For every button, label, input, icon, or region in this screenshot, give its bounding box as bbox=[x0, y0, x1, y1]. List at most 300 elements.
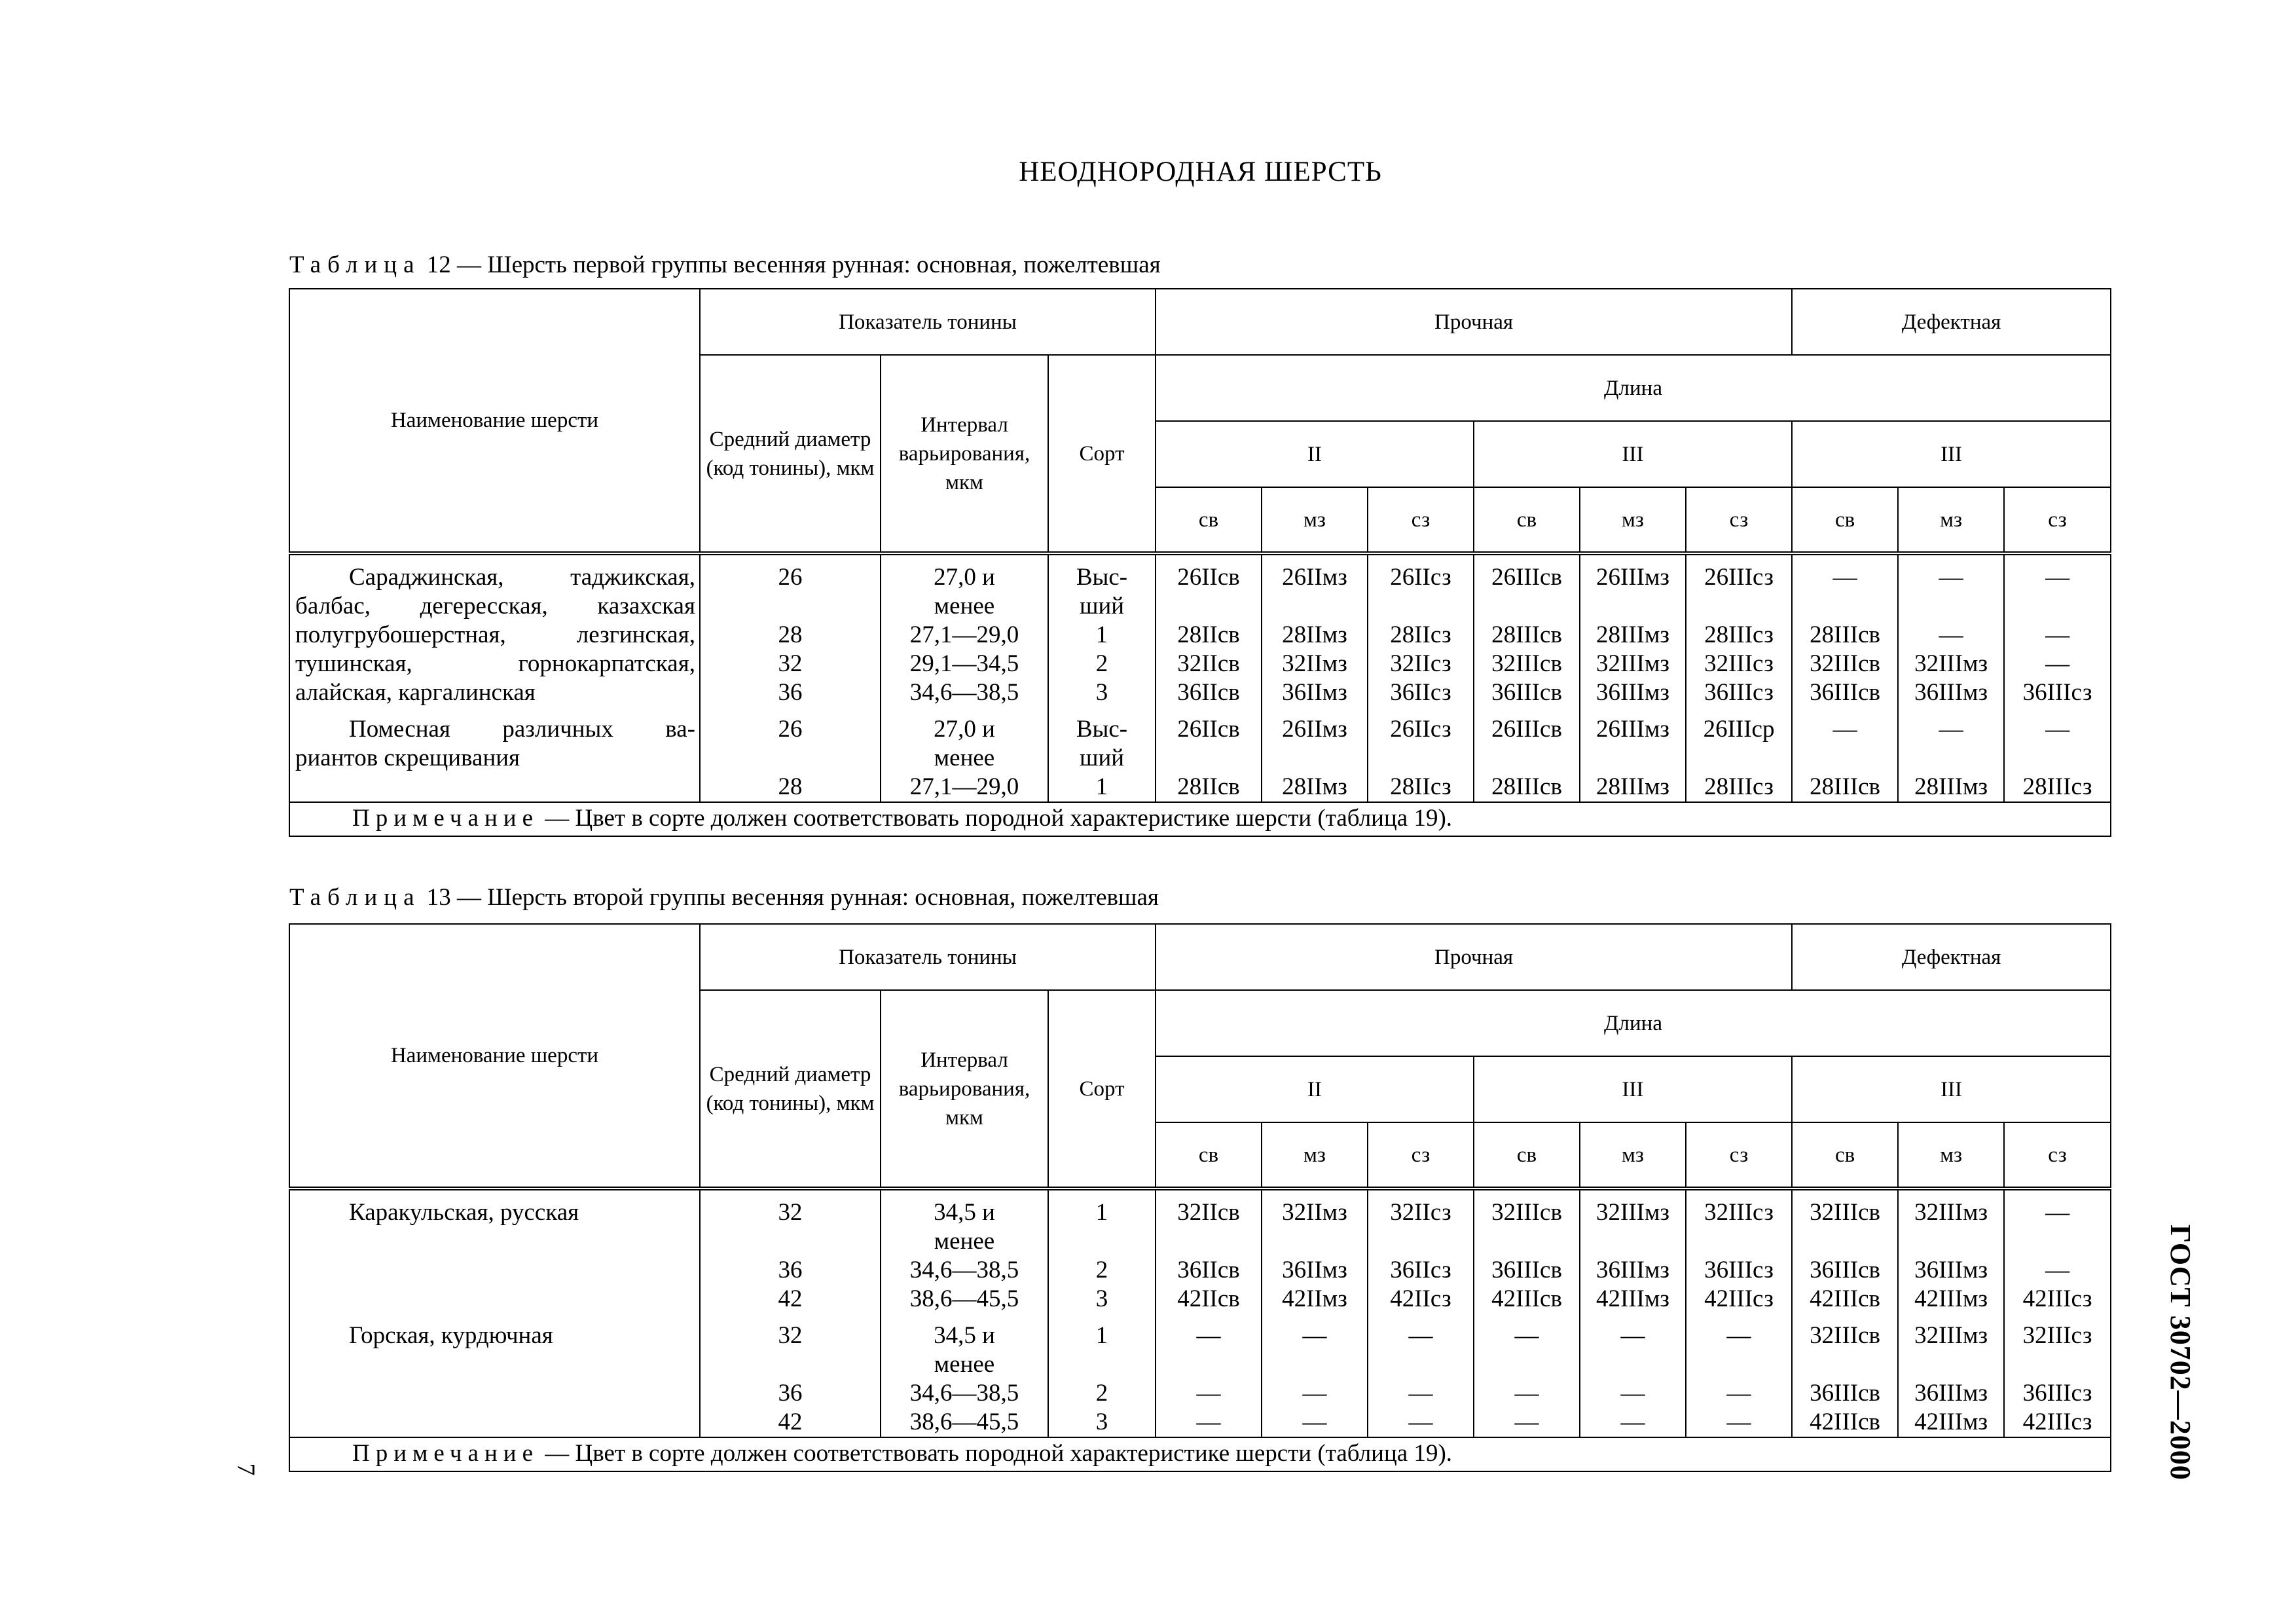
wool-class-cell bbox=[1262, 1314, 1368, 1437]
wool-class-cell bbox=[1474, 707, 1580, 802]
value: 3 bbox=[1095, 1285, 1108, 1312]
value: 26IIIсв bbox=[1491, 716, 1562, 743]
value bbox=[2010, 1227, 2105, 1256]
header-interval: Интервал варьирования, мкм bbox=[881, 355, 1048, 553]
value: 1 bbox=[1095, 621, 1108, 648]
value: 26IIсз bbox=[1390, 564, 1451, 591]
avg-diameter-cell bbox=[700, 553, 881, 707]
value: — bbox=[2045, 716, 2070, 743]
value: 32 bbox=[778, 1322, 803, 1349]
value: — bbox=[1939, 564, 1963, 591]
value: 28IIIсв bbox=[1491, 773, 1562, 800]
header-sub-sv: св bbox=[1792, 487, 1898, 553]
value: — bbox=[1408, 1322, 1433, 1349]
value: 28IIсз bbox=[1390, 773, 1451, 800]
wool-class-cell bbox=[1156, 1189, 1262, 1314]
value: — bbox=[1302, 1380, 1327, 1407]
value: 28IIIсз bbox=[1704, 773, 1774, 800]
value: 36IIIмз bbox=[1914, 1257, 1988, 1283]
value: 42IIIмз bbox=[1596, 1285, 1669, 1312]
value: — bbox=[1302, 1409, 1327, 1435]
header-interval: Интервал варьирования, мкм bbox=[881, 990, 1048, 1189]
value: 42IIIсв bbox=[1810, 1285, 1880, 1312]
value bbox=[1904, 1350, 1998, 1379]
wool-name-line: алайская, каргалинская bbox=[295, 679, 536, 706]
table12 bbox=[289, 288, 2111, 837]
header-defective: Дефектная bbox=[1792, 289, 2111, 355]
value bbox=[1374, 1227, 1468, 1256]
header-sub-mz: мз bbox=[1898, 1122, 2004, 1189]
wool-class-cell bbox=[1898, 553, 2004, 707]
value: 27,0 и bbox=[934, 564, 995, 591]
value: 32IIIмз bbox=[1914, 1322, 1988, 1349]
header-sub-sz: сз bbox=[1368, 1122, 1474, 1189]
avg-diameter-cell bbox=[700, 1314, 881, 1437]
value: 42 bbox=[778, 1409, 803, 1435]
header-sub-mz: мз bbox=[1580, 1122, 1686, 1189]
wool-name-line: риантов скрещивания bbox=[295, 745, 520, 771]
value: 32IIсз bbox=[1390, 1199, 1451, 1226]
avg-diameter-cell bbox=[700, 707, 881, 802]
value: 28IIмз bbox=[1282, 773, 1347, 800]
value: 36IIсв bbox=[1177, 679, 1240, 706]
value: 28IIсз bbox=[1390, 621, 1451, 648]
header-sub-sz: сз bbox=[1368, 487, 1474, 553]
value bbox=[1798, 744, 1892, 773]
value bbox=[706, 592, 875, 621]
value: 42IIсз bbox=[1390, 1285, 1451, 1312]
value: — bbox=[1832, 564, 1857, 591]
value: 26IIIмз bbox=[1596, 564, 1669, 591]
wool-name bbox=[289, 553, 700, 707]
wool-class-cell bbox=[1898, 707, 2004, 802]
value: 38,6—45,5 bbox=[909, 1285, 1019, 1312]
header-length-iii-defective: III bbox=[1792, 421, 2111, 487]
wool-class-cell bbox=[1580, 553, 1686, 707]
header-name: Наименование шерсти bbox=[289, 924, 700, 1189]
value: — bbox=[1620, 1380, 1645, 1407]
wool-name bbox=[289, 707, 700, 802]
value: менее bbox=[934, 593, 995, 619]
avg-diameter-cell bbox=[700, 1189, 881, 1314]
value bbox=[1267, 1350, 1362, 1379]
value: 36IIIмз bbox=[1596, 1257, 1669, 1283]
value: 32IIIсв bbox=[1491, 1199, 1562, 1226]
value: менее bbox=[934, 1351, 995, 1378]
wool-class-cell bbox=[1368, 1314, 1474, 1437]
value: 42IIмз bbox=[1282, 1285, 1347, 1312]
value bbox=[1161, 744, 1256, 773]
value: — bbox=[2045, 564, 2070, 591]
header-length-ii: II bbox=[1156, 421, 1474, 487]
wool-class-cell bbox=[1262, 707, 1368, 802]
note-text: — Цвет в сорте должен соответствовать породной характеристике шерсти (таблица 19). bbox=[545, 1440, 1453, 1467]
value: 36IIсз bbox=[1390, 679, 1451, 706]
value: 36IIIмз bbox=[1914, 1380, 1988, 1407]
header-fineness: Показатель тонины bbox=[700, 924, 1156, 990]
value: 32IIсз bbox=[1390, 650, 1451, 677]
value: 2 bbox=[1095, 1257, 1108, 1283]
value bbox=[1904, 1227, 1998, 1256]
value bbox=[1267, 744, 1362, 773]
header-length-iii: III bbox=[1474, 1056, 1792, 1122]
value: 26IIIсз bbox=[1704, 564, 1774, 591]
wool-name bbox=[289, 1189, 700, 1314]
grade-cell bbox=[1048, 1314, 1156, 1437]
value: 26IIIср bbox=[1703, 716, 1775, 743]
value: 42 bbox=[778, 1285, 803, 1312]
value: 42IIсв bbox=[1177, 1285, 1240, 1312]
value: 27,0 и bbox=[934, 716, 995, 743]
grade-cell bbox=[1048, 553, 1156, 707]
wool-class-cell bbox=[1792, 707, 1898, 802]
value: 36IIIмз bbox=[1596, 679, 1669, 706]
value: 28IIмз bbox=[1282, 621, 1347, 648]
header-sub-mz: мз bbox=[1898, 487, 2004, 553]
value: 1 bbox=[1095, 1199, 1108, 1226]
wool-class-cell bbox=[1474, 1314, 1580, 1437]
value bbox=[1161, 592, 1256, 621]
value bbox=[1904, 744, 1998, 773]
header-sub-sv: св bbox=[1156, 487, 1262, 553]
value: 26 bbox=[778, 564, 803, 591]
page-number: 7 bbox=[232, 1463, 260, 1476]
value: 32IIIсз bbox=[2022, 1322, 2092, 1349]
value: 36IIмз bbox=[1282, 679, 1347, 706]
wool-class-cell bbox=[1156, 707, 1262, 802]
interval-cell bbox=[881, 1314, 1048, 1437]
value: менее bbox=[934, 1228, 995, 1255]
header-length: Длина bbox=[1156, 355, 2111, 421]
header-grade: Сорт bbox=[1048, 355, 1156, 553]
header-strong: Прочная bbox=[1156, 924, 1792, 990]
value: 32IIIмз bbox=[1914, 650, 1988, 677]
wool-class-cell bbox=[1792, 1314, 1898, 1437]
wool-class-cell bbox=[1368, 707, 1474, 802]
value: 36IIIсз bbox=[2022, 679, 2092, 706]
wool-class-cell bbox=[1262, 553, 1368, 707]
value: 38,6—45,5 bbox=[909, 1409, 1019, 1435]
value: 32IIIсз bbox=[1704, 650, 1774, 677]
header-name: Наименование шерсти bbox=[289, 289, 700, 553]
value: 36IIIсв bbox=[1491, 679, 1562, 706]
value bbox=[1586, 1227, 1680, 1256]
wool-name-line: Каракульская, русская bbox=[349, 1199, 579, 1226]
header-sub-mz: мз bbox=[1262, 1122, 1368, 1189]
value bbox=[1692, 744, 1786, 773]
value: 36IIIсз bbox=[2022, 1380, 2092, 1407]
wool-class-cell bbox=[1792, 1189, 1898, 1314]
value bbox=[1054, 1227, 1150, 1256]
value: 42IIIмз bbox=[1914, 1285, 1988, 1312]
value: 34,5 и bbox=[934, 1199, 995, 1226]
header-length-iii-defective: III bbox=[1792, 1056, 2111, 1122]
value bbox=[1480, 1350, 1574, 1379]
value: — bbox=[2045, 1199, 2070, 1226]
value: 42IIIсв bbox=[1810, 1409, 1880, 1435]
value bbox=[706, 1227, 875, 1256]
value: — bbox=[1408, 1409, 1433, 1435]
value: 32IIIсв bbox=[1491, 650, 1562, 677]
value: 28IIIмз bbox=[1596, 773, 1669, 800]
value bbox=[1161, 1227, 1256, 1256]
wool-name-line: полугрубошерстная, лезгинская, bbox=[295, 621, 695, 648]
value: 36IIIсв bbox=[1810, 1380, 1880, 1407]
header-sub-mz: мз bbox=[1262, 487, 1368, 553]
value: 28 bbox=[778, 621, 803, 648]
side-header: ГОСТ 30702—2000 bbox=[2164, 1225, 2196, 1481]
value: 26IIмз bbox=[1282, 716, 1347, 743]
table12-caption bbox=[289, 251, 1161, 279]
value: — bbox=[1514, 1409, 1539, 1435]
value: 36IIIсв bbox=[1810, 1257, 1880, 1283]
value: — bbox=[1196, 1409, 1221, 1435]
wool-name-line: Горская, курдючная bbox=[349, 1322, 553, 1349]
table12-caption-prefix: Таблица bbox=[289, 251, 421, 278]
wool-class-cell bbox=[2004, 1189, 2111, 1314]
interval-cell bbox=[881, 1189, 1048, 1314]
header-sub-sv: св bbox=[1474, 487, 1580, 553]
value: 36IIIмз bbox=[1914, 679, 1988, 706]
header-sub-sz: сз bbox=[1686, 1122, 1792, 1189]
header-avg-diameter: Средний диаметр (код тонины), мкм bbox=[700, 355, 881, 553]
value bbox=[1798, 592, 1892, 621]
wool-name-line: Помесная различных ва- bbox=[349, 716, 695, 743]
table-note bbox=[289, 1437, 2111, 1471]
value: — bbox=[1726, 1322, 1751, 1349]
header-sub-sv: св bbox=[1792, 1122, 1898, 1189]
value: 28IIIсв bbox=[1810, 621, 1880, 648]
value: 3 bbox=[1095, 679, 1108, 706]
wool-class-cell bbox=[1686, 553, 1792, 707]
value: 34,6—38,5 bbox=[909, 1380, 1019, 1407]
value: 26IIIмз bbox=[1596, 716, 1669, 743]
value bbox=[2010, 744, 2105, 773]
value: — bbox=[1514, 1380, 1539, 1407]
value: 34,6—38,5 bbox=[909, 679, 1019, 706]
value: Выс- bbox=[1076, 564, 1128, 591]
value bbox=[706, 1350, 875, 1379]
value: 32IIIсв bbox=[1810, 1322, 1880, 1349]
value bbox=[1798, 1227, 1892, 1256]
value: 32 bbox=[778, 650, 803, 677]
value: — bbox=[2045, 1257, 2070, 1283]
value: 28IIIсз bbox=[1704, 621, 1774, 648]
header-sub-sz: сз bbox=[1686, 487, 1792, 553]
value: ший bbox=[1079, 593, 1125, 619]
value bbox=[1798, 1350, 1892, 1379]
header-sub-sv: св bbox=[1474, 1122, 1580, 1189]
value: — bbox=[1939, 621, 1963, 648]
value: 27,1—29,0 bbox=[909, 621, 1019, 648]
value bbox=[1586, 592, 1680, 621]
page-title: НЕОДНОРОДНАЯ ШЕРСТЬ bbox=[1019, 157, 1382, 187]
value: — bbox=[1302, 1322, 1327, 1349]
wool-name-line: Сараджинская, таджикская, bbox=[349, 564, 695, 591]
note-text: — Цвет в сорте должен соответствовать породной характеристике шерсти (таблица 19). bbox=[545, 805, 1453, 832]
value bbox=[1267, 1227, 1362, 1256]
value bbox=[2010, 592, 2105, 621]
value: 36IIмз bbox=[1282, 1257, 1347, 1283]
value: 26IIсз bbox=[1390, 716, 1451, 743]
wool-class-cell bbox=[1156, 1314, 1262, 1437]
value bbox=[1480, 744, 1574, 773]
value: 36 bbox=[778, 679, 803, 706]
wool-class-cell bbox=[1474, 1189, 1580, 1314]
wool-name bbox=[289, 1314, 700, 1437]
value: 34,6—38,5 bbox=[909, 1257, 1019, 1283]
header-fineness: Показатель тонины bbox=[700, 289, 1156, 355]
table13-caption-text: 13 — Шерсть второй группы весенняя рунная: основная, пожелтевшая bbox=[426, 884, 1159, 911]
value: — bbox=[1832, 716, 1857, 743]
header-sub-mz: мз bbox=[1580, 487, 1686, 553]
value: 36 bbox=[778, 1257, 803, 1283]
value bbox=[1054, 1350, 1150, 1379]
wool-class-cell bbox=[1686, 1189, 1792, 1314]
note-prefix: Примечание bbox=[352, 805, 539, 832]
value: 36IIсз bbox=[1390, 1257, 1451, 1283]
value: 28 bbox=[778, 773, 803, 800]
value: 36IIIсв bbox=[1810, 679, 1880, 706]
value: 36IIIсз bbox=[1704, 1257, 1774, 1283]
value: 32IIсв bbox=[1177, 650, 1240, 677]
value: — bbox=[1726, 1380, 1751, 1407]
value: 28IIIмз bbox=[1596, 621, 1669, 648]
wool-class-cell bbox=[1580, 707, 1686, 802]
wool-class-cell bbox=[1156, 553, 1262, 707]
value: 26IIмз bbox=[1282, 564, 1347, 591]
value: 42IIIмз bbox=[1914, 1409, 1988, 1435]
value: 28IIIсв bbox=[1810, 773, 1880, 800]
wool-class-cell bbox=[2004, 707, 2111, 802]
header-length-iii: III bbox=[1474, 421, 1792, 487]
value bbox=[1161, 1350, 1256, 1379]
wool-class-cell bbox=[1262, 1189, 1368, 1314]
value: 29,1—34,5 bbox=[909, 650, 1019, 677]
value: 36 bbox=[778, 1380, 803, 1407]
value bbox=[1374, 592, 1468, 621]
header-defective: Дефектная bbox=[1792, 924, 2111, 990]
header-strong: Прочная bbox=[1156, 289, 1792, 355]
value bbox=[1374, 744, 1468, 773]
value: — bbox=[1620, 1409, 1645, 1435]
value: 28IIсв bbox=[1177, 621, 1240, 648]
grade-cell bbox=[1048, 707, 1156, 802]
value: — bbox=[1726, 1409, 1751, 1435]
value: — bbox=[2045, 650, 2070, 677]
value: 42IIIсз bbox=[1704, 1285, 1774, 1312]
value: 28IIсв bbox=[1177, 773, 1240, 800]
header-length: Длина bbox=[1156, 990, 2111, 1056]
value: 42IIIсв bbox=[1491, 1285, 1562, 1312]
wool-class-cell bbox=[1580, 1189, 1686, 1314]
value: 32IIсв bbox=[1177, 1199, 1240, 1226]
wool-name-line: тушинская, горнокарпатская, bbox=[295, 650, 695, 677]
value: 34,5 и bbox=[934, 1322, 995, 1349]
table13-caption bbox=[289, 883, 1159, 912]
header-sub-sz: сз bbox=[2004, 1122, 2111, 1189]
value: 1 bbox=[1095, 1322, 1108, 1349]
grade-cell bbox=[1048, 1189, 1156, 1314]
value bbox=[1267, 592, 1362, 621]
value bbox=[2010, 1350, 2105, 1379]
value: 32IIIмз bbox=[1596, 650, 1669, 677]
value: 27,1—29,0 bbox=[909, 773, 1019, 800]
value: 1 bbox=[1095, 773, 1108, 800]
table13 bbox=[289, 923, 2111, 1472]
value bbox=[1586, 744, 1680, 773]
value bbox=[1480, 592, 1574, 621]
value: 28IIIсв bbox=[1491, 621, 1562, 648]
value: 28IIIмз bbox=[1914, 773, 1988, 800]
value: 26IIсв bbox=[1177, 564, 1240, 591]
value: — bbox=[1939, 716, 1963, 743]
value: 28IIIсз bbox=[2022, 773, 2092, 800]
value: 36IIсв bbox=[1177, 1257, 1240, 1283]
value: — bbox=[1408, 1380, 1433, 1407]
table-note bbox=[289, 802, 2111, 836]
value: 36IIIсз bbox=[1704, 679, 1774, 706]
wool-class-cell bbox=[1686, 1314, 1792, 1437]
wool-class-cell bbox=[1686, 707, 1792, 802]
wool-class-cell bbox=[1580, 1314, 1686, 1437]
table13-caption-prefix: Таблица bbox=[289, 884, 421, 911]
wool-class-cell bbox=[2004, 553, 2111, 707]
value: 32IIIмз bbox=[1596, 1199, 1669, 1226]
value: — bbox=[1196, 1322, 1221, 1349]
interval-cell bbox=[881, 707, 1048, 802]
table12-caption-text: 12 — Шерсть первой группы весенняя рунная: основная, пожелтевшая bbox=[426, 251, 1161, 278]
value: 26IIсв bbox=[1177, 716, 1240, 743]
header-sub-sv: св bbox=[1156, 1122, 1262, 1189]
wool-class-cell bbox=[1368, 1189, 1474, 1314]
wool-class-cell bbox=[1898, 1314, 2004, 1437]
value: — bbox=[1620, 1322, 1645, 1349]
value: 32IIIсв bbox=[1810, 1199, 1880, 1226]
value: 32 bbox=[778, 1199, 803, 1226]
header-length-ii: II bbox=[1156, 1056, 1474, 1122]
value: менее bbox=[934, 745, 995, 771]
value: 32IIмз bbox=[1282, 650, 1347, 677]
value: Выс- bbox=[1076, 716, 1128, 743]
value: — bbox=[1196, 1380, 1221, 1407]
value: 36IIIсв bbox=[1491, 1257, 1562, 1283]
value bbox=[1374, 1350, 1468, 1379]
note-prefix: Примечание bbox=[352, 1440, 539, 1467]
value: ший bbox=[1079, 745, 1125, 771]
wool-class-cell bbox=[2004, 1314, 2111, 1437]
header-sub-sz: сз bbox=[2004, 487, 2111, 553]
wool-class-cell bbox=[1898, 1189, 2004, 1314]
value bbox=[706, 744, 875, 773]
value: 26 bbox=[778, 716, 803, 743]
value: 42IIIсз bbox=[2022, 1285, 2092, 1312]
value: 32IIIсз bbox=[1704, 1199, 1774, 1226]
value: 42IIIсз bbox=[2022, 1409, 2092, 1435]
value bbox=[1586, 1350, 1680, 1379]
value: 32IIIсв bbox=[1810, 650, 1880, 677]
value: — bbox=[2045, 621, 2070, 648]
value bbox=[1692, 1227, 1786, 1256]
header-grade: Сорт bbox=[1048, 990, 1156, 1189]
value bbox=[1480, 1227, 1574, 1256]
value bbox=[1904, 592, 1998, 621]
header-avg-diameter: Средний диаметр (код тонины), мкм bbox=[700, 990, 881, 1189]
value bbox=[1692, 1350, 1786, 1379]
wool-name-line: балбас, дегересская, казахская bbox=[295, 593, 695, 619]
value: 32IIмз bbox=[1282, 1199, 1347, 1226]
wool-class-cell bbox=[1792, 553, 1898, 707]
